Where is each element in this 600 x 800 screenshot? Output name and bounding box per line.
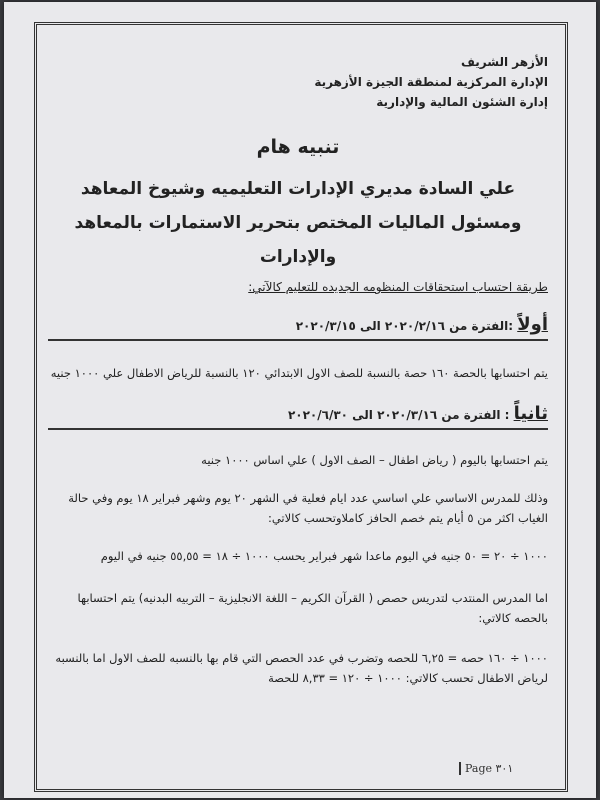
section-2-text-1: يتم احتسابها باليوم ( رياض اطفال – الصف الاول ) علي اساس ١٠٠٠ جنيه — [201, 453, 548, 467]
section-1-period: :الفترة من ٢٠٢٠/٢/١٦ الى ٢٠٢٠/٣/١٥ — [295, 319, 514, 333]
addressee-line-2: ومسئول الماليات المختص بتحرير الاستمارات بالمعاهد والإدارات — [74, 213, 522, 267]
section-2-period: : الفترة من ٢٠٢٠/٣/١٦ الى ٢٠٢٠/٦/٣٠ — [287, 408, 510, 422]
header-line-2: الإدارة المركزية لمنطقة الجيزة الأزهرية — [314, 75, 548, 89]
section-2-text-5: ١٠٠٠ ÷ ١٦٠ حصه = ٦,٢٥ للحصه وتضرب في عدد الحصص التي قام بها بالنسبه للصف الاول اما بالنسبه لرياض الاطفال تحسب كالاتي: ١٠٠٠ ÷ ١٢٠ = ٨,٣٣ للحصة — [55, 651, 548, 685]
document-body — [48, 52, 548, 688]
addressee-line-1: علي السادة مديري الإدارات التعليميه وشيوخ المعاهد — [80, 179, 516, 199]
header-line-1: الأزهر الشريف — [460, 55, 548, 69]
method-line: طريقة احتساب استحقاقات المنظومه الجديده للتعليم كالآتي: — [248, 280, 548, 294]
header-line-3: إدارة الشئون المالية والإدارية — [376, 95, 548, 109]
section-2-ordinal: ثانياً — [513, 403, 548, 424]
section-1-heading — [48, 314, 548, 335]
paper-sheet — [4, 2, 596, 798]
section-2-text-3: ١٠٠٠ ÷ ٢٠ = ٥٠ جنيه في اليوم ماعدا شهر فبراير يحسب ١٠٠٠ ÷ ١٨ = ٥٥,٥٥ جنيه في اليوم — [100, 549, 548, 563]
section-1-ordinal: أولاً — [517, 314, 548, 335]
section-2-heading — [48, 403, 548, 424]
notice-title: تنبيه هام — [256, 136, 340, 158]
section-2-text-2: وذلك للمدرس الاساسي علي اساسي عدد ايام فعلية في الشهر ٢٠ يوم وشهر فبراير ١٨ يوم وفي حالة الغياب اكثر من ٥ أيام يتم خصم الحافز كاملاوتحسب كالاتي: — [68, 491, 548, 525]
page-number: Page ٣٠١ — [459, 762, 513, 775]
section-1-rule — [48, 339, 548, 341]
section-2-rule — [48, 428, 548, 430]
section-2-text-4: اما المدرس المنتدب لتدريس حصص ( القرآن الكريم – اللغة الانجليزية – التربيه البدنيه) يتم احتسابها بالحصه كالاتي: — [77, 591, 548, 625]
section-1-text: يتم احتسابها بالحصة ١٦٠ حصة بالنسبة للصف الاول الابتدائي ١٢٠ بالنسبة للرياض الاطفال علي ١٠٠٠ جنيه — [50, 366, 548, 380]
